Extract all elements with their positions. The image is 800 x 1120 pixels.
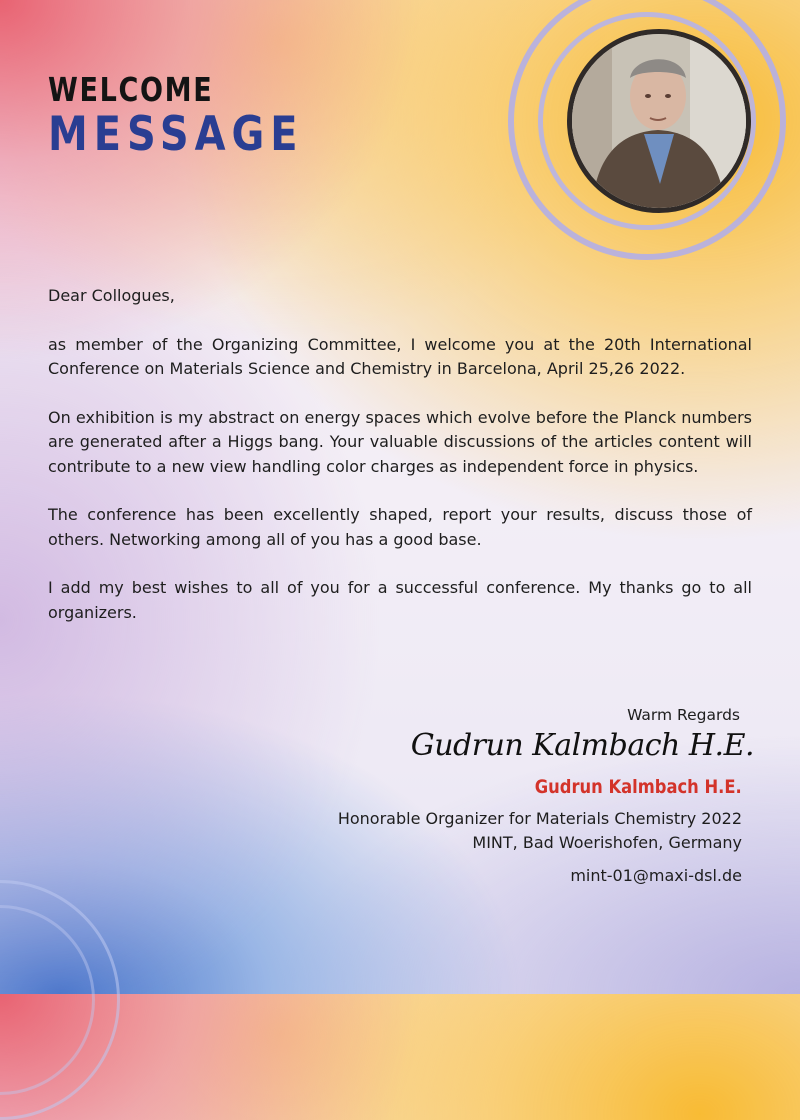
title-welcome: WELCOME: [48, 70, 214, 109]
paragraph: The conference has been excellently shaped, report your results, discuss those of others. Networking among all of you has a good base.: [48, 505, 752, 549]
signatory-affiliation: MINT, Bad Woerishofen, Germany: [472, 833, 742, 852]
signatory-email: mint-01@maxi-dsl.de: [570, 866, 742, 885]
greeting: Dear Collogues,: [48, 286, 175, 305]
closing-regards: Warm Regards: [627, 706, 740, 724]
portrait-image: [572, 34, 746, 208]
signatory-name: Gudrun Kalmbach H.E.: [534, 776, 742, 798]
page-title: [48, 70, 349, 160]
signatory-title: Honorable Organizer for Materials Chemistry 2022: [337, 809, 742, 828]
paragraph: I add my best wishes to all of you for a successful conference. My thanks go to all organizers.: [48, 578, 752, 622]
paragraph: On exhibition is my abstract on energy spaces which evolve before the Planck numbers are generated after a Higgs bang. Your valuable discussions of the articles content will contribute to a new view handling color charges as independent force in physics.: [48, 407, 752, 476]
letter-body: [48, 284, 752, 649]
title-message: MESSAGE: [48, 107, 304, 162]
paragraph: as member of the Organizing Committee, I welcome you at the 20th International Conference on Materials Science and Chemistry in Barcelona, April 25,26 2022.: [48, 334, 752, 378]
handwritten-signature: Gudrun Kalmbach H.E.: [410, 728, 754, 763]
portrait-photo: [567, 29, 751, 213]
